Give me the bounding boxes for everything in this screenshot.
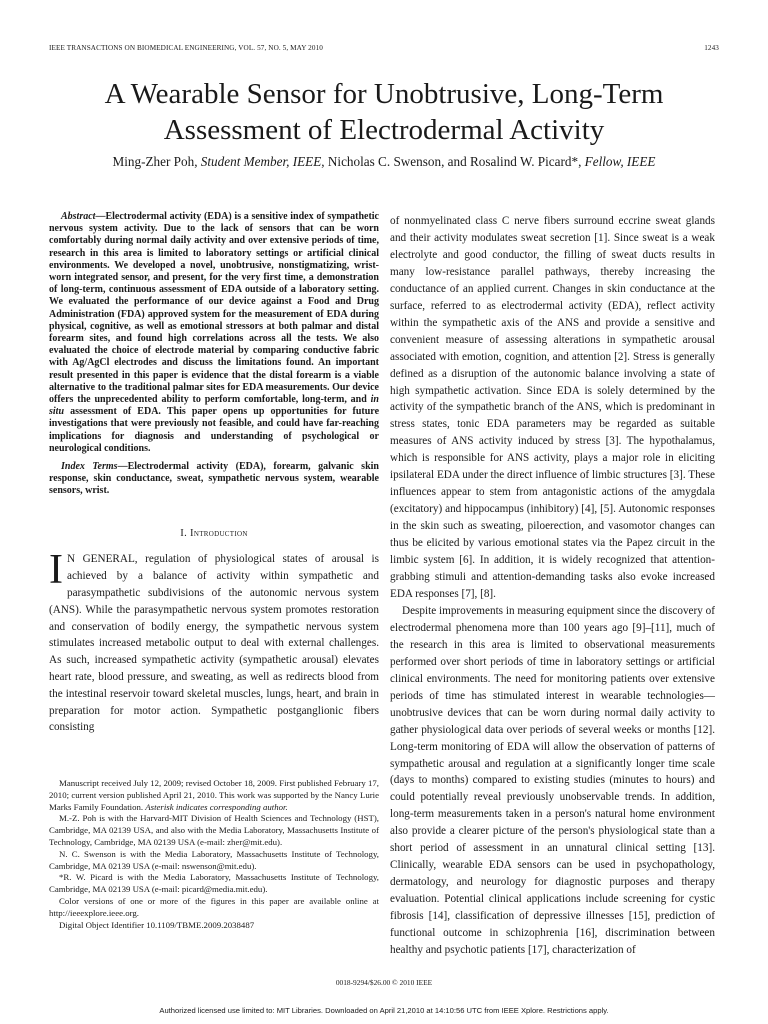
index-terms: Index Terms—Electrodermal activity (EDA), forearm, galvanic skin response, skin conductance, sweat, sympathetic nervous system, wearable sensors, wrist. [49, 461, 379, 497]
right-column [390, 213, 715, 959]
index-terms-label: Index Terms [61, 461, 118, 473]
right-paragraph-2: Despite improvements in measuring equipment since the discovery of electrodermal phenomena more than 100 years ago [9]–[11], much of the research in this area is limited to observational measurements performed over short periods of time in laboratory settings or artificial clinical environments. The need for monitoring patients over extensive periods of time has stimulated interest in wearable technologies—unobtrusive devices that can be worn during normal daily activity to gather physiological data over periods of several weeks or months [12]. Long-term monitoring of EDA will allow the observation of patterns of sympathetic arousal and regulation at a significantly longer time scale (days to months) compared to existing studies (minutes to hours) and could potentially reveal previously unobservable trends. In addition, long-term measurements taken in a person's natural home environment also provide a clearer picture of the person's physiological state than a short period of assessment in an unnatural clinical setting [13]. Clinically, wearable EDA sensors can be used in psychopathology, dermatology, and neurology for diagnostic purposes and therapy evaluation. Potential clinical applications include screening for cystic fibrosis [14], classification of depressive illnesses [15], prediction of functional outcome in schizophrenia [16], discrimination between healthy and psychotic patients [17], characterization of [390, 604, 715, 956]
footnote-poh: M.-Z. Poh is with the Harvard-MIT Division of Health Sciences and Technology (HST), Cambridge, MA 02139 USA, and also with the Media Laboratory, Massachusetts Institute of Technology, Cambridge, MA 02139 USA (e-mail: zher@mit.edu). [49, 813, 379, 847]
footnote-manuscript [49, 778, 379, 813]
footnote-color: Color versions of one or more of the figures in this paper are available online at http://ieeexplore.ieee.org. [49, 895, 379, 918]
footnote-doi: Digital Object Identifier 10.1109/TBME.2009.2038487 [59, 919, 255, 930]
intro-paragraph [49, 547, 380, 736]
title-line-1: A Wearable Sensor for Unobtrusive, Long-Term [104, 78, 664, 110]
author-1: Ming-Zher Poh [112, 154, 195, 169]
section-numeral: I. [180, 527, 188, 539]
abstract-in-situ: in situ [49, 394, 379, 418]
right-paragraph-1: of nonmyelinated class C nerve fibers surround eccrine sweat glands and their activity modulates sweat secretion [1]. Since sweat is a weak electrolyte and good conductor, the filling of sweat ducts results in many low-resistance parallel pathways, thereby increasing the conductance of an applied current. Changes in skin conductance at the surface, referred to as electrodermal activity (EDA), reflect activity within the sympathetic axis of the ANS and provide a sensitive and convenient measure of assessing alterations in sympathetic arousal associated with emotion, cognition, and attention [2]. Stress is generally defined as a disruption of the autonomic balance involving a state of high sympathetic activation. Since EDA is solely determined by the activity of the sympathetic branch of the ANS, which is predominant in stress states, tonic EDA parameters may be regarded as suitable measures of ANS activity induced by stress [3]. The hypothalamus, which is responsible for ANS activity, plays a major role in eliciting ipsilateral EDA under the direct influence of limbic structures [3]. These influences appear to stem from antagonistic actions of the amygdala (excitatory) and hippocampus (inhibitory) [4], [5]. Autonomic responses in the skin such as sweating, piloerection, and vasomotor changes can thus be elicited by various emotional states via the Papez circuit in the limbic system [6]. In addition, it is widely recognized that attention-grabbing stimuli and attention-demanding tasks also evoke increased EDA responses [7], [8]. [390, 215, 715, 600]
left-column [49, 211, 379, 736]
section-title: Introduction [190, 527, 248, 539]
footnotes [49, 778, 379, 931]
paper-title [40, 76, 728, 148]
index-terms-text: Electrodermal activity (EDA), forearm, galvanic skin response, skin conductance, sweat, sympathetic nervous system, wearable sensors, wrist. [49, 461, 379, 497]
footnote-asterisk-note: Asterisk indicates corresponding author. [145, 801, 288, 812]
license-notice: Authorized licensed use limited to: MIT Libraries. Downloaded on April 21,2010 at 14:10:56 UTC from IEEE Xplore. Restrictions apply. [159, 1006, 609, 1015]
intro-caps: N GENERAL [67, 553, 135, 566]
author-3: Rosalind W. Picard* [470, 154, 579, 169]
author-list: Ming-Zher Poh, Student Member, IEEE, Nicholas C. Swenson, and Rosalind W. Picard*, Fellow, IEEE [112, 154, 656, 169]
abstract-label: Abstract [61, 211, 96, 222]
abstract-text-a: Electrodermal activity (EDA) is a sensitive index of sympathetic nervous system activity. Due to the lack of sensors that can be worn comfortably during normal daily activity and over extensive periods of time, research in this area is limited to laboratory settings or artificial clinical environments. We developed a novel, unobtrusive, nonstigmatizing, wrist-worn integrated sensor, and present, for the very first time, a demonstration of long-term, continuous assessment of EDA outside of a laboratory setting. We evaluated the performance of our device against a Food and Drug Administration (FDA) approved system for the measurement of EDA during physical, cognitive, as well as emotional stressors at both palmar and distal forearm sites, and found high correlations across all the tests. We also evaluated the choice of electrode material by comparing conductive fabric with Ag/AgCl electrodes and discuss the limitations found. An important result presented in this paper is evidence that the distal forearm is a viable alternative to the traditional palmar sites for EDA measurements. Our device offers the unprecedented ability to perform comfortable, long-term, and [49, 211, 379, 406]
journal-name: IEEE TRANSACTIONS ON BIOMEDICAL ENGINEERING, VOL. 57, NO. 5, MAY 2010 [49, 44, 323, 52]
abstract-text-b: assessment of EDA. This paper opens up opportunities for future investigations that were previously not feasible, and could have far-reaching implications for diagnosis and understanding of psychological or neurological conditions. [49, 406, 380, 454]
author-conjunction: and [447, 154, 467, 169]
footnote-manuscript-text: Manuscript received July 12, 2009; revised October 18, 2009. First published February 17, 2010; current version published April 21, 2010. This work was supported by the Nancy Lurie Marks Family Foundation. [49, 778, 379, 812]
copyright-line: 0018-9294/$26.00 © 2010 IEEE [335, 978, 433, 987]
section-heading [49, 526, 379, 543]
drop-cap: I [49, 547, 63, 594]
author-1-role: Student Member, IEEE [200, 154, 322, 169]
title-line-2: Assessment of Electrodermal Activity [163, 114, 605, 146]
author-3-role: Fellow, IEEE [584, 154, 656, 169]
abstract: Abstract—Electrodermal activity (EDA) is a sensitive index of sympathetic nervous system activity. Due to the lack of sensors that can be worn comfortably during normal daily activity and over extensive periods of time, research in this area is limited to laboratory settings or artificial clinical environments. We developed a novel, unobtrusive, nonstigmatizing, wrist-worn integrated sensor, and present, for the very first time, a demonstration of long-term, continuous assessment of EDA outside of a laboratory setting. We evaluated the performance of our device against a Food and Drug Administration (FDA) approved system for the measurement of EDA during physical, cognitive, as well as emotional stressors at both palmar and distal forearm sites, and found high correlations across all the tests. We also evaluated the choice of electrode material by comparing conductive fabric with Ag/AgCl electrodes and discuss the limitations found. An important result presented in this paper is evidence that the distal forearm is a viable alternative to the traditional palmar sites for EDA measurements. Our device offers the unprecedented ability to perform comfortable, long-term, and in situ assessment of EDA. This paper opens up opportunities for future investigations that were previously not feasible, and could have far-reaching implications for diagnosis and understanding of psychological or neurological conditions. [49, 211, 380, 454]
author-2: Nicholas C. Swenson [327, 154, 442, 169]
page-number: 1243 [704, 44, 719, 52]
footnote-swenson: N. C. Swenson is with the Media Laboratory, Massachusetts Institute of Technology, Cambridge, MA 02139 USA (e-mail: nswenson@mit.edu). [49, 848, 379, 871]
running-head [49, 44, 719, 52]
footnote-picard: *R. W. Picard is with the Media Laboratory, Massachusetts Institute of Technology, Cambridge, MA 02139 USA (e-mail: picard@media.mit.edu). [49, 872, 379, 895]
intro-text: , regulation of physiological states of arousal is achieved by a balance of activity within sympathetic and parasympathetic subdivisions of the autonomic nervous system (ANS). While the parasympathetic nervous system promotes restoration and conservation of bodily energy, the sympathetic nervous system stimulates increased metabolic output to deal with external challenges. As such, increased sympathetic activity (sympathetic arousal) elevates heart rate, blood pressure, and sweating, as well as redirects blood from the intestinal reservoir toward skeletal muscles, lungs, heart, and brain in preparation for motor action. Sympathetic postganglionic fibers consisting [49, 553, 380, 734]
